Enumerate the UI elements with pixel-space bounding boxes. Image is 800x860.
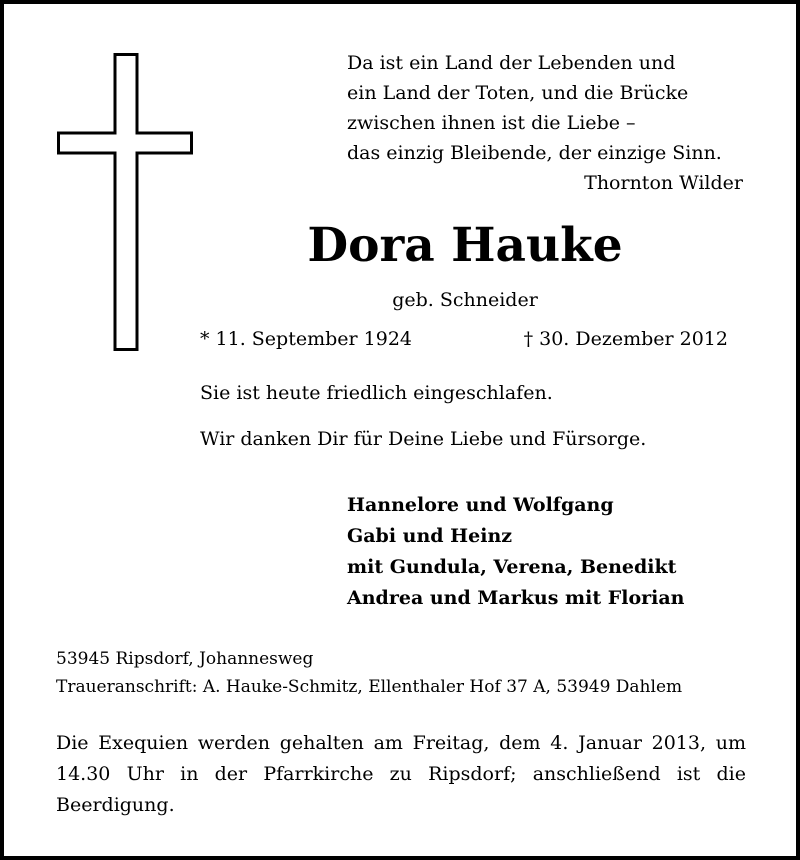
death-date: † 30. Dezember 2012	[523, 328, 728, 350]
poem-author: Thornton Wilder	[584, 172, 743, 194]
mourner-line: mit Gundula, Verena, Benedikt	[347, 556, 677, 578]
poem-line: das einzig Bleibende, der einzige Sinn.	[347, 142, 722, 164]
poem-line: zwischen ihnen ist die Liebe –	[347, 112, 636, 134]
mourners-list	[347, 490, 684, 614]
poem-line: ein Land der Toten, und die Brücke	[347, 82, 689, 104]
mourner-line: Gabi und Heinz	[347, 525, 513, 547]
funeral-notice: Die Exequien werden gehalten am Freitag, dem 4. Januar 2013, um 14.30 Uhr in der Pfarrkirche zu Ripsdorf; anschließend ist die Beerdigung.	[56, 732, 746, 816]
address-block	[56, 645, 682, 701]
deceased-name: Dora Hauke	[307, 218, 623, 273]
cross-icon	[57, 53, 193, 351]
mourner-line: Andrea und Markus mit Florian	[347, 587, 685, 609]
poem-line: Da ist ein Land der Lebenden und	[347, 52, 676, 74]
message-thanks: Wir danken Dir für Deine Liebe und Fürsorge.	[200, 428, 647, 450]
residence-address: 53945 Ripsdorf, Johannesweg	[56, 649, 314, 669]
birth-date: * 11. September 1924	[200, 328, 412, 350]
message-peaceful: Sie ist heute friedlich eingeschlafen.	[200, 382, 553, 404]
maiden-name: geb. Schneider	[392, 289, 538, 311]
mourner-line: Hannelore und Wolfgang	[347, 494, 614, 516]
poem-quote	[347, 48, 747, 198]
mourning-address: Traueranschrift: A. Hauke-Schmitz, Ellenthaler Hof 37 A, 53949 Dahlem	[56, 677, 683, 697]
